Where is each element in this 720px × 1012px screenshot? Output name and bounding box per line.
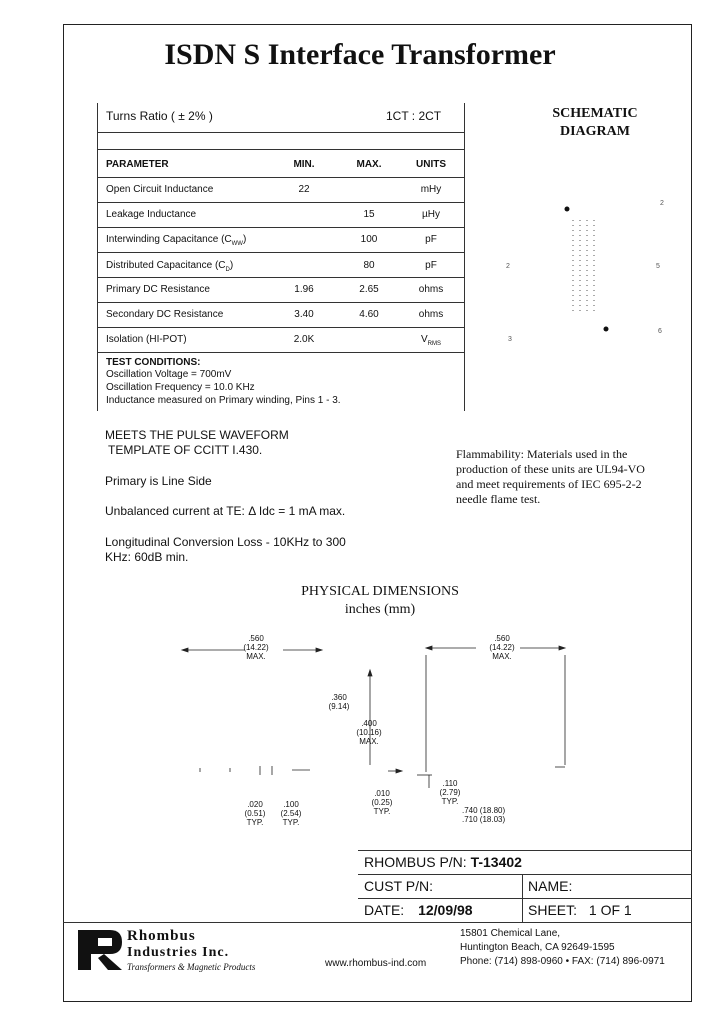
schematic-diagram: [500, 195, 670, 345]
schematic-title: SCHEMATIC DIAGRAM: [552, 106, 638, 139]
note-primary: Primary is Line Side: [105, 474, 212, 488]
table-row: Secondary DC Resistance 3.40 4.60 ohms: [106, 309, 444, 320]
test-conditions-heading: TEST CONDITIONS:: [106, 357, 201, 368]
company-address-1: 15801 Chemical Lane,: [460, 928, 561, 939]
dim-lead-height: .110 (2.79) TYP.: [439, 779, 461, 806]
col-min: MIN.: [293, 159, 315, 170]
table-row: Distributed Capacitance $(C_D)$ 80 pF: [106, 260, 437, 273]
company-tagline: Transformers & Magnetic Products: [127, 962, 256, 972]
test-line: Oscillation Voltage = 700mV: [106, 369, 232, 380]
note-unbalanced: Unbalanced current at TE: Δ Idc = 1 mA max.: [105, 504, 346, 518]
spec-table: [97, 103, 465, 411]
dim-lead-thickness: .010 (0.25) TYP.: [371, 789, 393, 816]
dim-overall-length: .740 (18.80) .710 (18.03): [462, 806, 506, 824]
note-pulse-1: MEETS THE PULSE WAVEFORM: [105, 428, 289, 442]
dim-lead-pitch: .100 (2.54) TYP.: [280, 800, 302, 827]
dim-width-left: .560 (14.22) MAX.: [243, 634, 269, 661]
dim-height-max: .400 (10.16) MAX.: [356, 719, 382, 746]
name-label: NAME:: [528, 878, 573, 894]
svg-text:2: 2: [660, 200, 664, 207]
company-website[interactable]: www.rhombus-ind.com: [325, 958, 427, 969]
company-name-1: Rhombus: [127, 928, 196, 944]
note-pulse-2: TEMPLATE OF CCITT I.430.: [108, 443, 263, 457]
dim-width-right: .560 (14.22) MAX.: [489, 634, 515, 661]
date-field: DATE: 12/09/98: [364, 902, 473, 918]
table-row: Isolation (HI-POT) 2.0K $V_{RMS}$: [106, 334, 441, 347]
company-phone-fax: Phone: (714) 898-0960 • FAX: (714) 896-0971: [460, 956, 665, 967]
flammability-note: Flammability: Materials used in the production of these units are UL94-VO and meet requirements of IEC 695-2-2 needle flame test.: [456, 447, 645, 506]
svg-text:6: 6: [658, 328, 662, 335]
note-conversion-2: KHz: 60dB min.: [105, 550, 189, 564]
turns-ratio-label: Turns Ratio ( ± 2% ): [106, 109, 213, 123]
table-row: Primary DC Resistance 1.96 2.65 ohms: [106, 284, 444, 295]
cust-pn-label: CUST P/N:: [364, 878, 433, 894]
col-max: MAX.: [356, 159, 382, 170]
col-units: UNITS: [416, 159, 446, 170]
rhombus-logo-icon: [76, 928, 124, 972]
table-row: Leakage Inductance 15 µHy: [106, 209, 440, 220]
svg-text:3: 3: [508, 336, 512, 343]
turns-ratio-value: 1CT : 2CT: [386, 109, 442, 123]
sheet-field: SHEET: 1 OF 1: [528, 902, 632, 918]
col-parameter: PARAMETER: [106, 159, 169, 170]
dim-height-body: .360 (9.14): [328, 693, 350, 711]
test-line: Oscillation Frequency = 10.0 KHz: [106, 382, 255, 393]
company-name-2: Industries Inc.: [127, 945, 230, 960]
svg-text:2: 2: [506, 263, 510, 270]
note-conversion-1: Longitudinal Conversion Loss - 10KHz to 300: [105, 535, 346, 549]
table-header: [98, 155, 464, 175]
rhombus-pn: RHOMBUS P/N: T-13402: [364, 854, 522, 870]
svg-text:5: 5: [656, 263, 660, 270]
dim-lead-width: .020 (0.51) TYP.: [244, 800, 266, 827]
page-title: ISDN S Interface Transformer: [164, 38, 556, 71]
table-row: Open Circuit Inductance 22 mHy: [106, 184, 442, 195]
dimensions-heading: PHYSICAL DIMENSIONS inches (mm): [301, 584, 459, 617]
test-line: Inductance measured on Primary winding, Pins 1 - 3.: [106, 395, 341, 406]
company-address-2: Huntington Beach, CA 92649-1595: [460, 942, 615, 953]
table-row: Interwinding Capacitance $(C_{WW})$ 100 pF: [106, 234, 437, 247]
